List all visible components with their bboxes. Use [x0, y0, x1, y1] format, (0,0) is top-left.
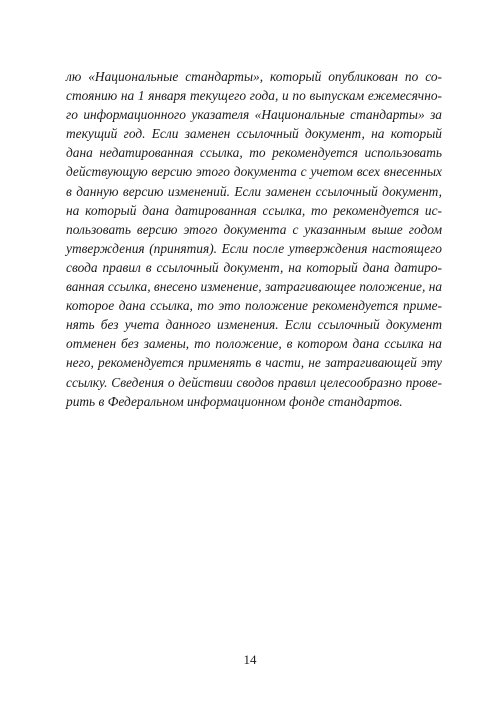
paragraph-line: него, рекомендуется применять в части, не затрагивающей эту [66, 355, 442, 371]
paragraph-line: текущий год. Если заменен ссылочный документ, на который [66, 126, 442, 142]
paragraph-line: которое дана ссылка, то это положение рекомендуется приме- [66, 298, 442, 314]
paragraph-line: утверждения (принятия). Если после утверждения настоящего [66, 240, 442, 256]
paragraph-line: на который дана датированная ссылка, то рекомендуется ис- [66, 202, 442, 218]
paragraph-line: лю «Национальные стандарты», который опубликован по со- [66, 69, 442, 84]
paragraph-line: пользовать версию этого документа с указанным выше годом [66, 221, 442, 237]
paragraph-line: стоянию на 1 января текущего года, и по выпускам ежемесячно- [66, 88, 442, 104]
page-number: 14 [243, 652, 257, 667]
paragraph-line: действующую версию этого документа с учетом всех внесенных [66, 164, 442, 180]
body-paragraph [66, 67, 442, 411]
paragraph-line: ссылку. Сведения о действии сводов правил целесообразно прове- [66, 374, 442, 390]
paragraph-line: дана недатированная ссылка, то рекомендуется использовать [66, 145, 442, 161]
paragraph-line: отменен без замены, то положение, в котором дана ссылка на [66, 336, 442, 352]
paragraph-line: нять без учета данного изменения. Если ссылочный документ [66, 317, 442, 333]
paragraph-line: рить в Федеральном информационном фонде стандартов. [66, 393, 403, 409]
paragraph-line: ванная ссылка, внесено изменение, затрагивающее положение, на [66, 279, 442, 295]
paragraph-line: го информационного указателя «Национальные стандарты» за [66, 107, 442, 123]
paragraph-line: в данную версию изменений. Если заменен ссылочный документ, [66, 183, 442, 199]
paragraph-line: свода правил в ссылочный документ, на который дана датиро- [66, 259, 442, 275]
